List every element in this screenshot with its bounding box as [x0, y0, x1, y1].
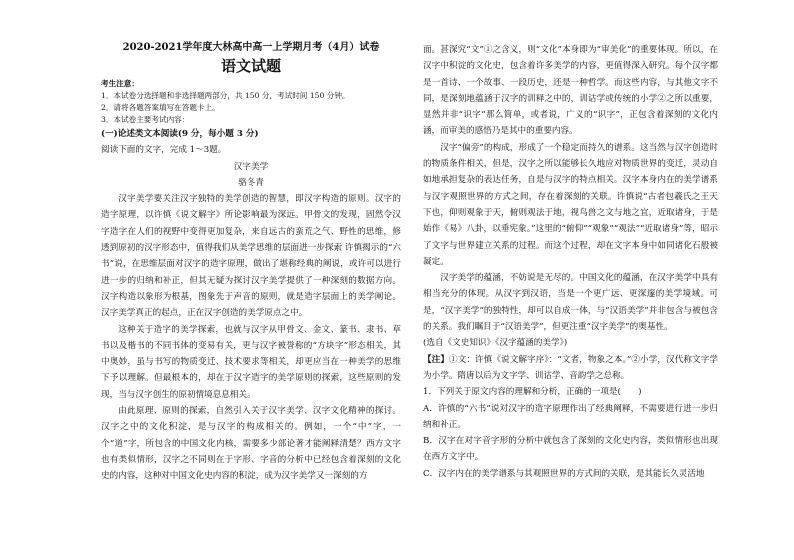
article-note [423, 352, 718, 385]
note-label: 【注】 [423, 354, 450, 365]
question-stem: 1．下列关于原文内容的理解和分析，正确的一项是( ) [423, 387, 642, 398]
question-option-b: B．汉字在对字音字形的分析中就包含了深刻的文化史内容，类似情形也出现在西方文字中。 [423, 436, 718, 463]
question-option-a: A．许慎的“六书”说对汉字的造字原理作出了经典阐释，不需要进行进一步归纳和补正。 [423, 403, 718, 430]
notice-item-3: 3．本试卷主要考试内容： [101, 115, 190, 124]
notice-heading: 考生注意： [101, 79, 139, 88]
article-author: 骆冬青 [238, 177, 264, 188]
article-paragraph: 面。甚深究“文”①之含义，则“文化”本身即为“审美化”的重要体现。所以，在汉字中积淀的文化史，包含着许多美学的内容，更值得深入研究。每个汉字都是一首诗、一个故事、一段历史，还是一种哲学。而这些内容，与其他文字不同，是深刻地蕴涵于汉字的训释之中的，训诂学或传统的小学②之所以重要，显然并非“识字”那么简单，或者说，广义的“识字”，正包含着深刻的文化内涵，而审美的感悟乃是其中的重要内容。 [423, 45, 718, 137]
article-paragraph: 汉字“偏旁”的构成，形成了一个稳定而持久的谱系。这当然与汉字创造时的物质条件相关，但是，汉字之所以能够长久地应对物质世界的变迁，灵动自如地承担复杂的表达任务，自是与汉字的特点相关。汉字本身内在的美学谱系与汉字观照世界的方式之间，存在着深刻的关联。许慎说“古者包羲氏之王天下也，仰则观象于天，俯则观法于地，视鸟兽之文与地之宜，近取诸身，于是始作《易》八卦，以垂宪象。”这里的“俯仰”“观象”“观法”“近取诸身”等，昭示了文字与世界建立关系的过程。而这个过程，却在文字本身中如同诸化石般被凝定。 [423, 142, 718, 267]
article-title: 汉字美学 [233, 161, 269, 172]
article-paragraph: 由此原理、原则的探索，自然引入关于汉字美学、汉字文化精神的探讨。汉字之中的文化积淀，是与汉字的构成相关的。例如，一个“中”字，一个“道”字，所包含的中国文化内核，需要多少部论著才能阐释清楚？西方文字也有类似情形，汉字之不同则在于字形、字音的分析中已经包含着深刻的文化史的内容，这种对中国文化史内容的积淀，成为汉字美学又一深刻的方 [101, 406, 401, 482]
exam-subtitle: 语文试题 [220, 57, 281, 75]
note-text: ①文：许慎《说文解字序》：“文者，物象之本。”②小学，汉代称文字学为小学。隋唐以后为文字学、训诂学、音韵学之总称。 [423, 354, 718, 381]
left-column [101, 40, 401, 485]
section-heading: (一)论述类文本阅读(9 分，每小题 3 分) [101, 129, 259, 139]
notice-item-2: 2．请将各题答案填写在答题卡上。 [101, 103, 220, 112]
right-column [423, 42, 718, 482]
question-option-c: C．汉字内在的美学谱系与其观照世界的方式间的关联，是其能长久灵活地 [423, 468, 705, 479]
article-paragraph: 汉字美学的蕴涵，不妨说是无尽的。中国文化的蕴涵，在汉字美学中具有相当充分的体现。从汉字到汉语，当是一个更广远、更深邃的美学境域。可是，“汉字美学”的独特性，却可以自成一体，与“汉语美学”并非包含与被包含的关系。我们瞩目于“汉语美学”，但更注重“汉字美学”的奥基性。 [423, 273, 718, 333]
notice-item-1: 1．本试卷分选择题和非选择题两部分，共 150 分，考试时间 150 分钟。 [101, 91, 350, 100]
article-paragraph: 汉字美学要关注汉字独特的美学创造的智慧，即汉字构造的原则。汉字的造字原理，以许慎《说文解字》所论影响最为深远。甲骨文的发现，固然令汉字造字在人们的视野中变得更加复杂，来自远古的蛮荒之气、野性的思维，修透到原初的汉字形态中，值得我们从美学思维的层面进一步探索 许慎揭示的“六书”说，在思维层面对汉字的造字原理，做出了堪称经典的阐说，或许可以进行进一步的归纳和补正，但其无疑为探讨汉字美学提供了一种深刻的数据方向。汉字构造以象形为根基，图象先于声音的原则，就是造字层面上的美学阐论。汉字美学真正的起点，正在汉字创造的美学原点之中。 [101, 194, 401, 319]
article-source: (选自《文史知识》《汉字蕴涵的美学》) [423, 338, 568, 349]
section-instruction: 阅读下面的文字，完成 1～3题。 [101, 145, 227, 156]
exam-title: 2020-2021学年度大林高中高一上学期月考（4月）试卷 [122, 42, 380, 53]
article-paragraph: 这种关于造字的美学探索，也就与汉字从甲骨文、金文、篆书、隶书、草书以及楷书的不同书体的变易有关，更与汉字被誉称的“方块字”形态相关，其中奥妙，虽与书写的物质变迁、技术要求等相关，却更应当在一种美学的思维下予以理解。但最根本的，却在于汉字造字的美学原则的探索，这些原则的发现，当与汉字创生的原初情境息息相关。 [101, 324, 401, 400]
